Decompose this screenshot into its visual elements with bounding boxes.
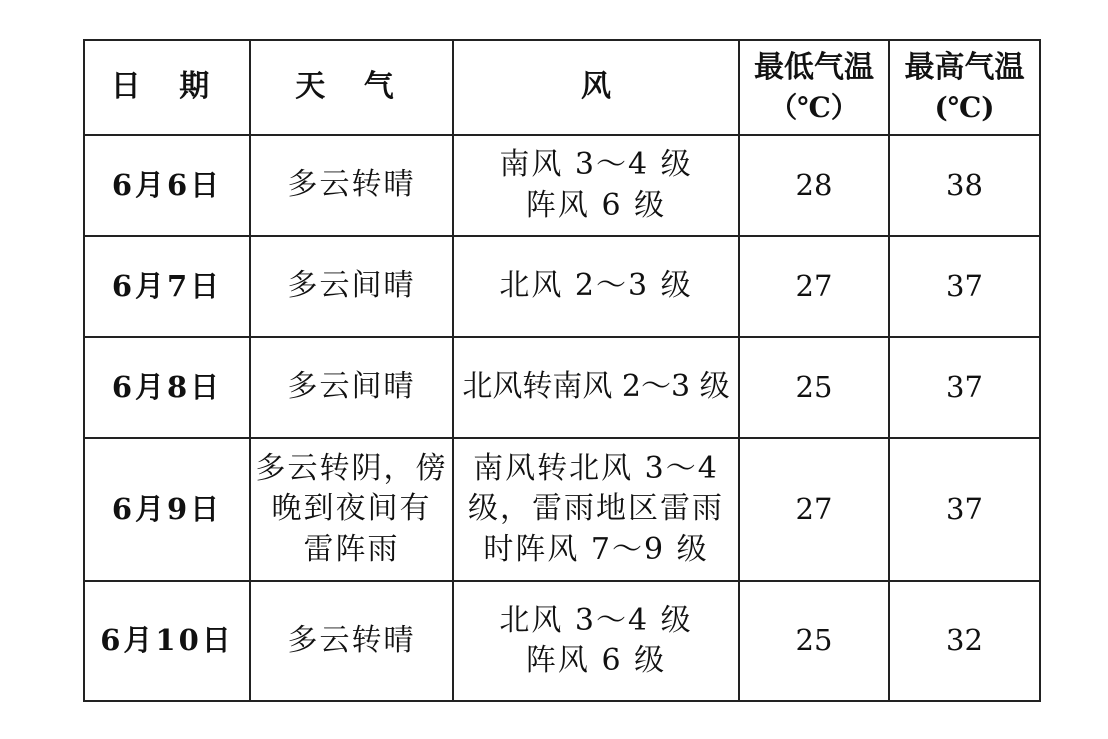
header-row [84,40,1040,135]
wind-cell [453,236,739,337]
weather-line: 多云间晴 [287,268,416,304]
header-min-temp-label: 最低气温 [754,50,874,86]
weather-cell [250,581,453,701]
weather-cell [250,236,453,337]
wind-line: 阵风 6 级 [525,187,667,223]
date-cell: 6月8日 [84,337,250,438]
wind-line: 时阵风 7～9 级 [483,531,709,567]
max-temp-cell: 37 [889,438,1040,581]
weather-line: 多云转晴 [287,167,416,203]
date-cell: 6月10日 [84,581,250,701]
weather-line: 雷阵雨 [303,531,400,567]
weather-line: 多云间晴 [287,369,416,405]
header-max-temp-unit: (℃) [934,90,995,124]
min-temp-cell: 25 [739,581,889,701]
table-row [84,337,1040,438]
max-temp-cell: 37 [889,236,1040,337]
min-temp-cell: 27 [739,236,889,337]
header-min-temp [739,40,889,135]
weather-cell [250,438,453,581]
wind-cell [453,438,739,581]
table-row [84,581,1040,701]
wind-line: 南风 3～4 级 [499,147,693,182]
min-temp-cell: 27 [739,438,889,581]
wind-line: 北风 3～4 级 [499,602,693,638]
header-weather: 天 气 [250,40,453,135]
wind-cell [453,135,739,236]
max-temp-cell: 38 [889,135,1040,236]
table-row [84,135,1040,236]
max-temp-cell: 32 [889,581,1040,701]
date-cell: 6月6日 [84,135,250,236]
header-max-temp-label: 最高气温 [904,50,1025,86]
date-cell: 6月7日 [84,236,250,337]
header-max-temp [889,40,1040,135]
wind-line: 南风转北风 3～4 [473,450,719,486]
header-wind: 风 [453,40,739,135]
table-row [84,236,1040,337]
wind-cell [453,581,739,701]
wind-line: 阵风 6 级 [525,643,667,678]
weather-line: 晚到夜间有 [271,491,432,527]
weather-line: 多云转阴，傍 [255,450,448,486]
max-temp-cell: 37 [889,337,1040,438]
min-temp-cell: 25 [739,337,889,438]
header-date: 日 期 [84,40,250,135]
weather-cell [250,135,453,236]
table-row [84,438,1040,581]
weather-line: 多云转晴 [287,622,416,658]
wind-line: 北风转南风 2～3 级 [462,369,730,405]
header-min-temp-unit: （℃） [769,90,859,124]
weather-cell [250,337,453,438]
weather-forecast-table [83,39,1041,702]
wind-line: 级，雷雨地区雷雨 [468,491,724,527]
min-temp-cell: 28 [739,135,889,236]
date-cell: 6月9日 [84,438,250,581]
wind-line: 北风 2～3 级 [499,268,693,304]
wind-cell [453,337,739,438]
